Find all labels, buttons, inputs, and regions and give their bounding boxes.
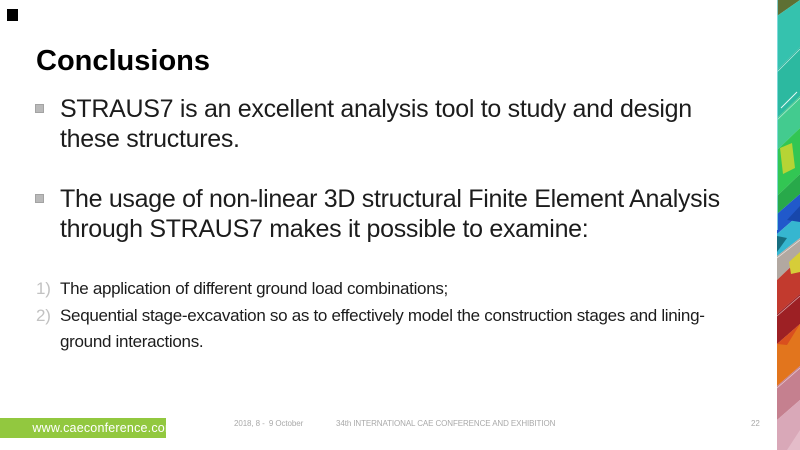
bullet-1-line-2: these structures. [60,125,240,153]
bullet-2-line-2: through STRAUS7 makes it possible to examine: [60,215,589,243]
numbered-item-2-marker: 2) [36,306,51,325]
bullet-1-line-1: STRAUS7 is an excellent analysis tool to study and design [60,95,692,123]
numbered-item-2-text-line-2: ground interactions. [60,332,204,351]
slide-title: Conclusions [36,45,211,78]
numbered-item-1-text: The application of different ground load combinations; [60,279,448,298]
page-number: 22 [751,419,760,428]
numbered-item-1-marker: 1) [36,279,51,298]
footer-date: 2018, 8 - 9 October [234,419,304,428]
numbered-item-2-text-line-1: Sequential stage-excavation so as to effectively model the construction stages and lining- [60,306,705,325]
bullet-square-icon [35,104,44,113]
mosaic-strip-decoration [777,0,800,450]
website-link[interactable] [0,418,176,438]
bullet-item-1 [60,94,692,154]
footer-conference-name: 34th INTERNATIONAL CAE CONFERENCE AND EXHIBITION [336,419,556,428]
website-link-label: www.caeconference.com [32,421,176,435]
corner-mark-square [7,9,18,21]
bullet-square-icon [35,194,44,203]
mosaic-edge-highlight [777,0,778,230]
bullet-item-2 [60,184,720,244]
bullet-2-line-1: The usage of non-linear 3D structural Finite Element Analysis [60,185,720,213]
